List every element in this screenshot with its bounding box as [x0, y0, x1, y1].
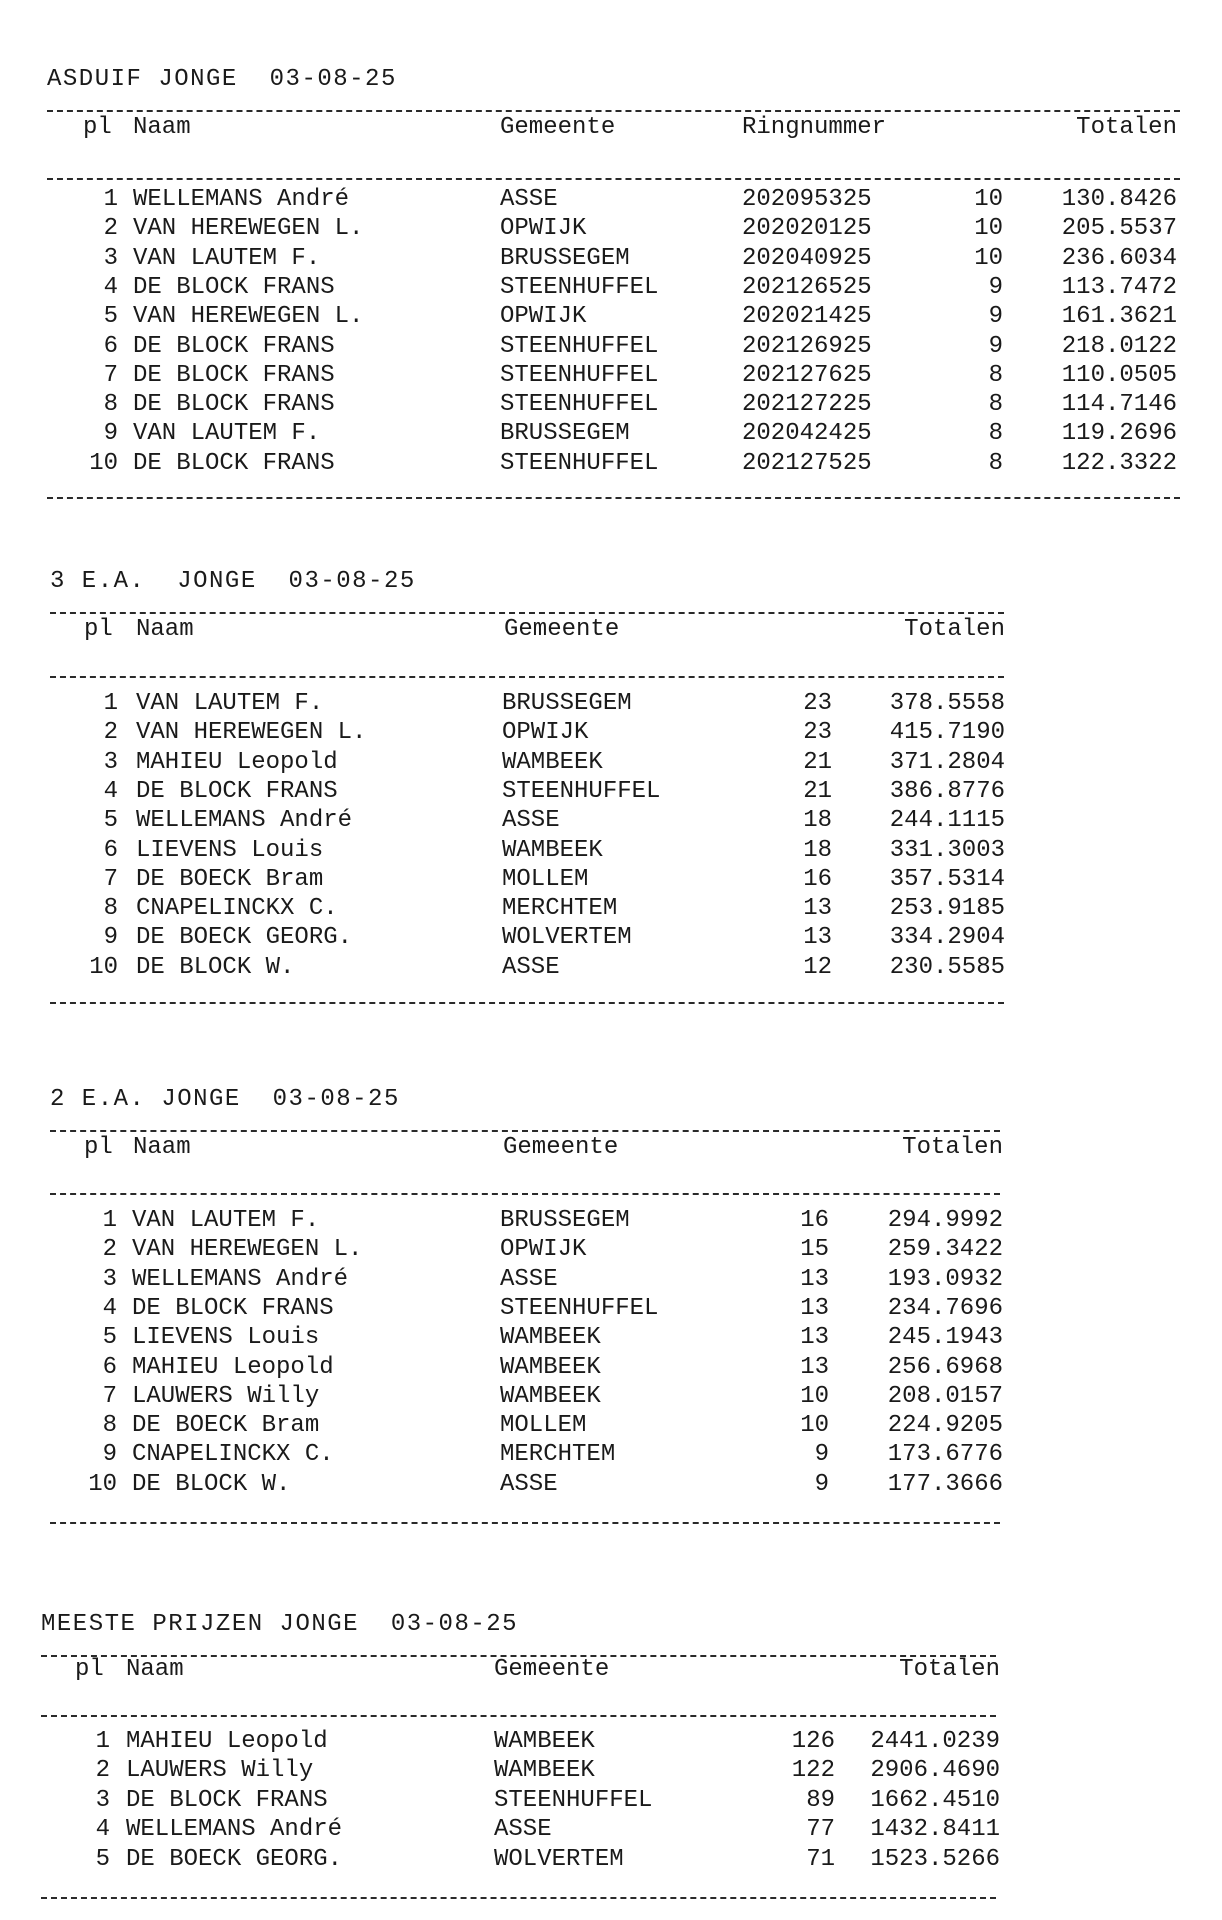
gemeente-cell: STEENHUFFEL	[500, 449, 659, 477]
gemeente-cell: ASSE	[500, 1470, 558, 1498]
count-cell: 9	[814, 1470, 829, 1498]
count-cell: 8	[988, 420, 1003, 448]
header-gemeente: Gemeente	[500, 114, 616, 141]
section-title: 2 E.A. JONGE 03-08-25	[50, 1086, 400, 1113]
gemeente-cell: WAMBEEK	[502, 748, 603, 776]
rank-cell: 2	[103, 215, 118, 243]
section-title: MEESTE PRIJZEN JONGE 03-08-25	[41, 1611, 519, 1638]
name-cell: WELLEMANS André	[126, 1816, 343, 1844]
header-naam: Naam	[133, 114, 191, 141]
table-row	[0, 749, 1222, 778]
rank-cell: 3	[102, 1265, 117, 1293]
name-cell: DE BOECK Bram	[136, 865, 324, 893]
name-cell: WELLEMANS André	[136, 807, 353, 835]
name-cell: LIEVENS Louis	[136, 836, 324, 864]
header-totalen: Totalen	[899, 1656, 1000, 1683]
gemeente-cell: ASSE	[502, 953, 560, 981]
gemeente-cell: BRUSSEGEM	[500, 244, 630, 272]
total-cell: 161.3621	[1061, 303, 1177, 331]
table-row	[0, 391, 1222, 420]
table-row	[0, 778, 1222, 807]
table-row	[0, 1266, 1222, 1295]
gemeente-cell: MOLLEM	[502, 865, 589, 893]
total-cell: 218.0122	[1061, 332, 1177, 360]
table-row	[0, 186, 1222, 215]
total-cell: 1523.5266	[870, 1845, 1000, 1873]
gemeente-cell: STEENHUFFEL	[500, 332, 659, 360]
gemeente-cell: BRUSSEGEM	[502, 690, 632, 717]
dashed-rule	[41, 1897, 996, 1899]
table-row	[0, 1787, 1222, 1816]
count-cell: 8	[988, 361, 1003, 389]
gemeente-cell: ASSE	[500, 186, 558, 213]
name-cell: VAN HEREWEGEN L.	[132, 1236, 363, 1264]
total-cell: 256.6968	[887, 1353, 1003, 1381]
total-cell: 130.8426	[1061, 186, 1177, 213]
header-gemeente: Gemeente	[503, 1134, 619, 1161]
dashed-rule	[50, 1193, 1000, 1195]
table-row	[0, 1728, 1222, 1757]
gemeente-cell: WAMBEEK	[500, 1324, 601, 1352]
table-row	[0, 450, 1222, 479]
rank-cell: 1	[103, 186, 118, 213]
table-row	[0, 420, 1222, 449]
header-pl: pl	[83, 114, 112, 141]
name-cell: VAN LAUTEM F.	[132, 1207, 320, 1234]
rank-cell: 4	[95, 1816, 110, 1844]
gemeente-cell: BRUSSEGEM	[500, 420, 630, 448]
rank-cell: 6	[103, 332, 118, 360]
total-cell: 378.5558	[889, 690, 1005, 717]
header-pl: pl	[84, 1134, 113, 1161]
count-cell: 122	[791, 1757, 835, 1785]
dashed-rule	[41, 1715, 996, 1717]
gemeente-cell: STEENHUFFEL	[500, 391, 659, 419]
total-cell: 357.5314	[889, 865, 1005, 893]
total-cell: 122.3322	[1061, 449, 1177, 477]
rank-cell: 10	[89, 953, 118, 981]
header-naam: Naam	[133, 1134, 191, 1161]
table-row	[0, 333, 1222, 362]
rank-cell: 4	[102, 1294, 117, 1322]
name-cell: DE BLOCK FRANS	[133, 449, 335, 477]
total-cell: 205.5537	[1061, 215, 1177, 243]
total-cell: 1662.4510	[870, 1786, 1000, 1814]
gemeente-cell: ASSE	[494, 1816, 552, 1844]
table-row	[0, 1207, 1222, 1236]
count-cell: 10	[974, 186, 1003, 213]
table-row	[0, 866, 1222, 895]
count-cell: 89	[806, 1786, 835, 1814]
name-cell: MAHIEU Leopold	[132, 1353, 334, 1381]
gemeente-cell: WOLVERTEM	[502, 924, 632, 952]
rank-cell: 5	[102, 1324, 117, 1352]
rank-cell: 8	[103, 895, 118, 923]
gemeente-cell: STEENHUFFEL	[494, 1786, 653, 1814]
table-row	[0, 1383, 1222, 1412]
total-cell: 253.9185	[889, 895, 1005, 923]
total-cell: 208.0157	[887, 1382, 1003, 1410]
ringnummer-cell: 202127225	[742, 391, 872, 419]
gemeente-cell: STEENHUFFEL	[500, 273, 659, 301]
rank-cell: 9	[103, 924, 118, 952]
table-row	[0, 1816, 1222, 1845]
total-cell: 294.9992	[887, 1207, 1003, 1234]
count-cell: 8	[988, 391, 1003, 419]
name-cell: MAHIEU Leopold	[126, 1728, 328, 1755]
table-row	[0, 954, 1222, 983]
count-cell: 8	[988, 449, 1003, 477]
rank-cell: 5	[95, 1845, 110, 1873]
gemeente-cell: WAMBEEK	[494, 1757, 595, 1785]
rank-cell: 6	[103, 836, 118, 864]
table-row	[0, 1354, 1222, 1383]
name-cell: DE BLOCK FRANS	[132, 1294, 334, 1322]
name-cell: DE BLOCK W.	[136, 953, 295, 981]
name-cell: VAN HEREWEGEN L.	[133, 303, 364, 331]
count-cell: 21	[803, 748, 832, 776]
total-cell: 415.7190	[889, 719, 1005, 747]
rank-cell: 2	[95, 1757, 110, 1785]
ringnummer-cell: 202126525	[742, 273, 872, 301]
rank-cell: 2	[102, 1236, 117, 1264]
count-cell: 9	[814, 1441, 829, 1469]
table-row	[0, 1236, 1222, 1265]
rank-cell: 1	[102, 1207, 117, 1234]
ringnummer-cell: 202020125	[742, 215, 872, 243]
total-cell: 259.3422	[887, 1236, 1003, 1264]
gemeente-cell: OPWIJK	[502, 719, 589, 747]
header-gemeente: Gemeente	[494, 1656, 610, 1683]
table-row	[0, 1471, 1222, 1500]
gemeente-cell: BRUSSEGEM	[500, 1207, 630, 1234]
name-cell: VAN LAUTEM F.	[133, 420, 321, 448]
count-cell: 10	[974, 244, 1003, 272]
name-cell: DE BOECK Bram	[132, 1412, 320, 1440]
name-cell: VAN HEREWEGEN L.	[133, 215, 364, 243]
total-cell: 386.8776	[889, 777, 1005, 805]
gemeente-cell: WAMBEEK	[494, 1728, 595, 1755]
gemeente-cell: OPWIJK	[500, 303, 587, 331]
table-row	[0, 274, 1222, 303]
total-cell: 224.9205	[887, 1412, 1003, 1440]
table-row	[0, 362, 1222, 391]
count-cell: 23	[803, 719, 832, 747]
name-cell: VAN LAUTEM F.	[133, 244, 321, 272]
count-cell: 16	[803, 865, 832, 893]
table-row	[0, 690, 1222, 719]
total-cell: 371.2804	[889, 748, 1005, 776]
name-cell: LIEVENS Louis	[132, 1324, 320, 1352]
rank-cell: 10	[89, 449, 118, 477]
dashed-rule	[50, 1130, 1000, 1132]
rank-cell: 5	[103, 807, 118, 835]
total-cell: 2441.0239	[870, 1728, 1000, 1755]
dashed-rule	[50, 1522, 1000, 1524]
total-cell: 113.7472	[1061, 273, 1177, 301]
count-cell: 13	[800, 1265, 829, 1293]
header-naam: Naam	[126, 1656, 184, 1683]
rank-cell: 5	[103, 303, 118, 331]
name-cell: DE BLOCK FRANS	[133, 273, 335, 301]
count-cell: 13	[800, 1294, 829, 1322]
header-totalen: Totalen	[902, 1134, 1003, 1161]
rank-cell: 7	[102, 1382, 117, 1410]
count-cell: 13	[803, 895, 832, 923]
ringnummer-cell: 202040925	[742, 244, 872, 272]
table-row	[0, 924, 1222, 953]
count-cell: 9	[988, 332, 1003, 360]
rank-cell: 2	[103, 719, 118, 747]
table-row	[0, 1412, 1222, 1441]
gemeente-cell: OPWIJK	[500, 1236, 587, 1264]
header-pl: pl	[84, 616, 113, 643]
count-cell: 77	[806, 1816, 835, 1844]
total-cell: 234.7696	[887, 1294, 1003, 1322]
name-cell: DE BLOCK FRANS	[126, 1786, 328, 1814]
name-cell: DE BOECK GEORG.	[126, 1845, 343, 1873]
name-cell: DE BLOCK FRANS	[133, 391, 335, 419]
dashed-rule	[50, 676, 1004, 678]
gemeente-cell: WAMBEEK	[502, 836, 603, 864]
count-cell: 16	[800, 1207, 829, 1234]
total-cell: 1432.8411	[870, 1816, 1000, 1844]
dashed-rule	[50, 612, 1004, 614]
total-cell: 334.2904	[889, 924, 1005, 952]
header-naam: Naam	[136, 616, 194, 643]
ringnummer-cell: 202126925	[742, 332, 872, 360]
gemeente-cell: WOLVERTEM	[494, 1845, 624, 1873]
table-row	[0, 1846, 1222, 1875]
table-row	[0, 1324, 1222, 1353]
table-row	[0, 837, 1222, 866]
rank-cell: 3	[95, 1786, 110, 1814]
total-cell: 119.2696	[1061, 420, 1177, 448]
ringnummer-cell: 202095325	[742, 186, 872, 213]
count-cell: 9	[988, 303, 1003, 331]
rank-cell: 3	[103, 244, 118, 272]
rank-cell: 1	[103, 690, 118, 717]
gemeente-cell: STEENHUFFEL	[500, 1294, 659, 1322]
count-cell: 10	[800, 1412, 829, 1440]
ringnummer-cell: 202021425	[742, 303, 872, 331]
count-cell: 10	[974, 215, 1003, 243]
count-cell: 21	[803, 777, 832, 805]
table-row	[0, 895, 1222, 924]
table-row	[0, 1441, 1222, 1470]
count-cell: 18	[803, 807, 832, 835]
ringnummer-cell: 202127525	[742, 449, 872, 477]
rank-cell: 6	[102, 1353, 117, 1381]
total-cell: 110.0505	[1061, 361, 1177, 389]
dashed-rule	[50, 1002, 1004, 1004]
table-row	[0, 215, 1222, 244]
gemeente-cell: STEENHUFFEL	[502, 777, 661, 805]
count-cell: 71	[806, 1845, 835, 1873]
gemeente-cell: OPWIJK	[500, 215, 587, 243]
rank-cell: 7	[103, 865, 118, 893]
dashed-rule	[47, 178, 1180, 180]
count-cell: 15	[800, 1236, 829, 1264]
rank-cell: 7	[103, 361, 118, 389]
count-cell: 126	[791, 1728, 835, 1755]
total-cell: 114.7146	[1061, 391, 1177, 419]
header-totalen: Totalen	[1076, 114, 1177, 141]
name-cell: VAN HEREWEGEN L.	[136, 719, 367, 747]
total-cell: 244.1115	[889, 807, 1005, 835]
header-totalen: Totalen	[904, 616, 1005, 643]
ringnummer-cell: 202042425	[742, 420, 872, 448]
dashed-rule	[47, 110, 1180, 112]
name-cell: DE BLOCK FRANS	[136, 777, 338, 805]
name-cell: LAUWERS Willy	[126, 1757, 314, 1785]
total-cell: 331.3003	[889, 836, 1005, 864]
name-cell: DE BLOCK W.	[132, 1470, 291, 1498]
name-cell: WELLEMANS André	[133, 186, 350, 213]
rank-cell: 8	[103, 391, 118, 419]
total-cell: 245.1943	[887, 1324, 1003, 1352]
name-cell: DE BLOCK FRANS	[133, 361, 335, 389]
count-cell: 13	[800, 1353, 829, 1381]
gemeente-cell: WAMBEEK	[500, 1353, 601, 1381]
name-cell: DE BLOCK FRANS	[133, 332, 335, 360]
section-title: 3 E.A. JONGE 03-08-25	[50, 568, 416, 595]
table-row	[0, 303, 1222, 332]
table-row	[0, 1757, 1222, 1786]
name-cell: MAHIEU Leopold	[136, 748, 338, 776]
total-cell: 2906.4690	[870, 1757, 1000, 1785]
name-cell: WELLEMANS André	[132, 1265, 349, 1293]
table-row	[0, 1295, 1222, 1324]
table-row	[0, 719, 1222, 748]
table-row	[0, 245, 1222, 274]
gemeente-cell: MERCHTEM	[500, 1441, 616, 1469]
rank-cell: 1	[95, 1728, 110, 1755]
count-cell: 13	[800, 1324, 829, 1352]
name-cell: CNAPELINCKX C.	[132, 1441, 334, 1469]
header-gemeente: Gemeente	[504, 616, 620, 643]
total-cell: 193.0932	[887, 1265, 1003, 1293]
gemeente-cell: ASSE	[500, 1265, 558, 1293]
rank-cell: 10	[88, 1470, 117, 1498]
gemeente-cell: ASSE	[502, 807, 560, 835]
rank-cell: 3	[103, 748, 118, 776]
count-cell: 12	[803, 953, 832, 981]
rank-cell: 4	[103, 777, 118, 805]
rank-cell: 9	[102, 1441, 117, 1469]
name-cell: DE BOECK GEORG.	[136, 924, 353, 952]
gemeente-cell: STEENHUFFEL	[500, 361, 659, 389]
count-cell: 9	[988, 273, 1003, 301]
ringnummer-cell: 202127625	[742, 361, 872, 389]
name-cell: CNAPELINCKX C.	[136, 895, 338, 923]
gemeente-cell: MERCHTEM	[502, 895, 618, 923]
rank-cell: 8	[102, 1412, 117, 1440]
total-cell: 173.6776	[887, 1441, 1003, 1469]
total-cell: 236.6034	[1061, 244, 1177, 272]
dashed-rule	[47, 497, 1180, 499]
rank-cell: 9	[103, 420, 118, 448]
name-cell: LAUWERS Willy	[132, 1382, 320, 1410]
total-cell: 177.3666	[887, 1470, 1003, 1498]
count-cell: 13	[803, 924, 832, 952]
count-cell: 18	[803, 836, 832, 864]
count-cell: 10	[800, 1382, 829, 1410]
table-row	[0, 807, 1222, 836]
count-cell: 23	[803, 690, 832, 717]
gemeente-cell: MOLLEM	[500, 1412, 587, 1440]
rank-cell: 4	[103, 273, 118, 301]
section-title: ASDUIF JONGE 03-08-25	[47, 66, 397, 93]
name-cell: VAN LAUTEM F.	[136, 690, 324, 717]
header-pl: pl	[75, 1656, 104, 1683]
total-cell: 230.5585	[889, 953, 1005, 981]
gemeente-cell: WAMBEEK	[500, 1382, 601, 1410]
header-ringnummer: Ringnummer	[742, 114, 887, 141]
